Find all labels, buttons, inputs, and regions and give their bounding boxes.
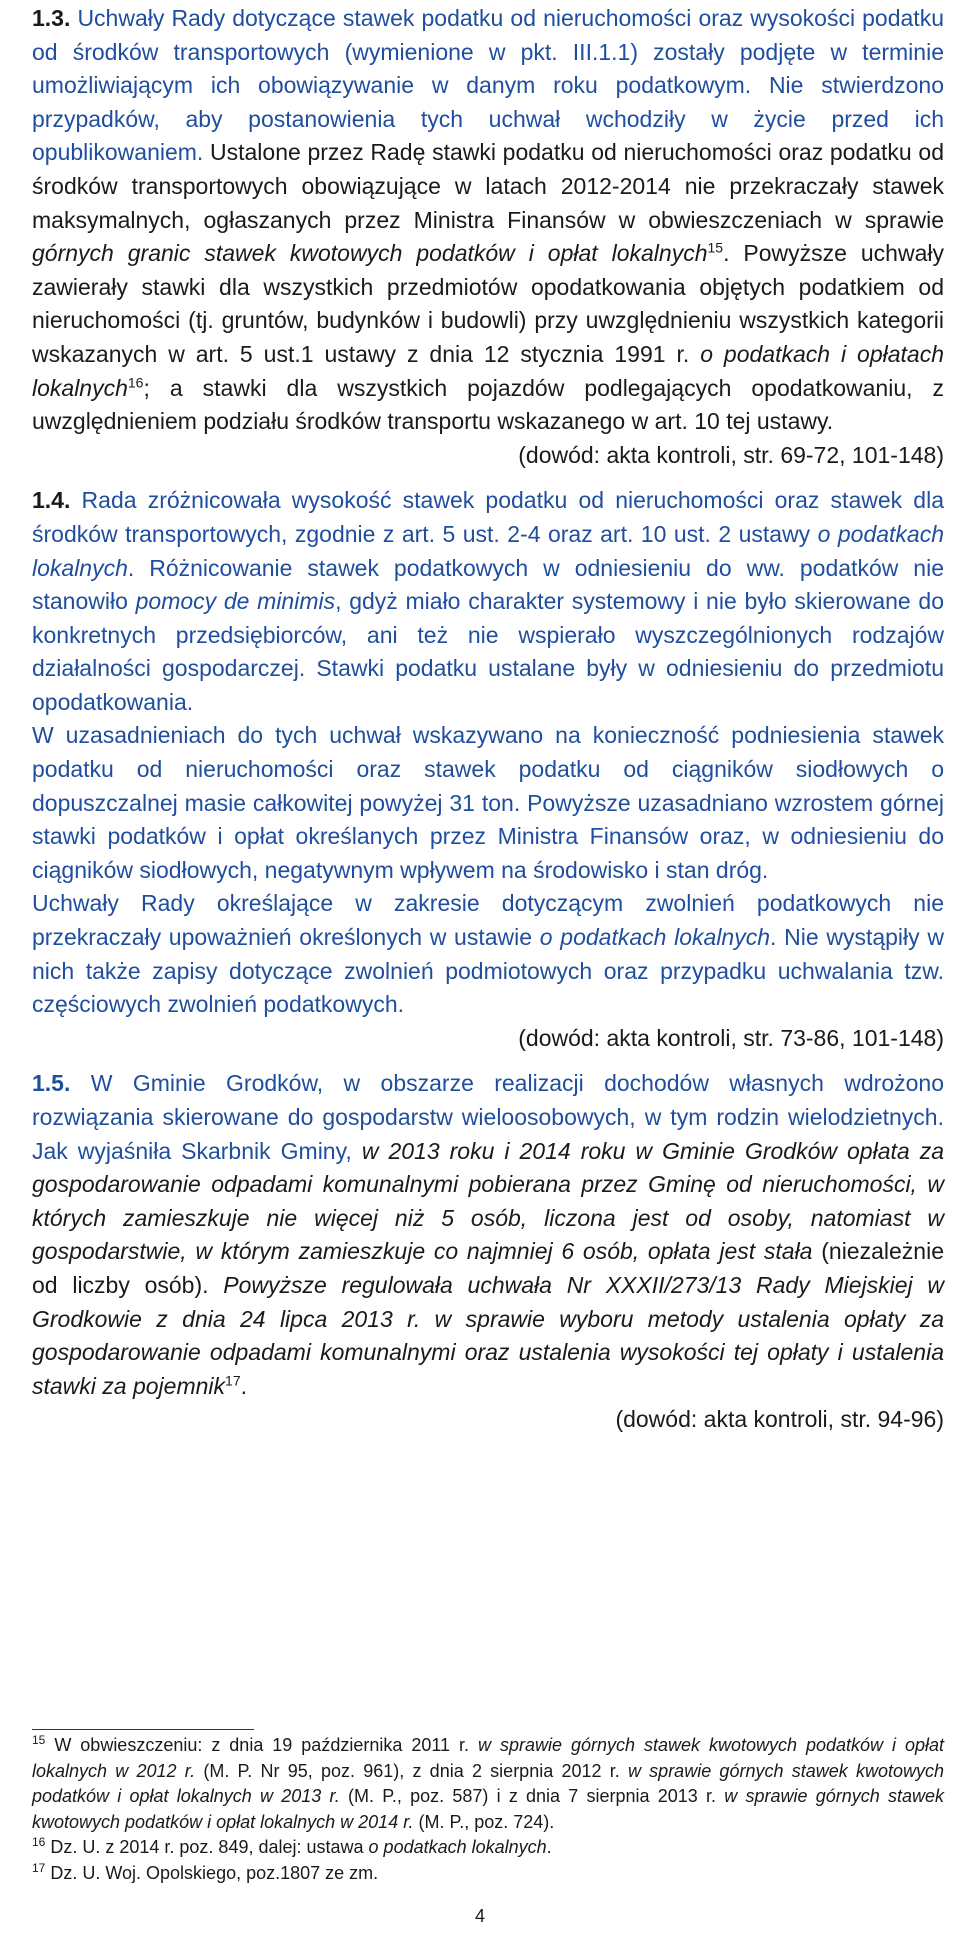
paragraph-1-4: 1.4. Rada zróżnicowała wysokość stawek podatku od nieruchomości oraz stawek dla środków transportowych, zgodnie z art. 5 ust. 2-4 oraz art. 10 ust. 2 ustawy o podatkach lokalnych. Różnicowanie stawek podatkowych w odniesieniu do ww. podatków nie stanowiło pomocy de minimis, gdyż miało charakter systemowy i nie było skierowane do konkretnych przedsiębiorców, ani też nie wspierało wyszczególnionych rodzajów działalności gospodarczej. Stawki podatku ustalane były w odniesieniu do przedmiotu opodatkowania.	[32, 487, 945, 715]
footnote-15: $^{15}$ W obwieszczeniu: z dnia 19 października 2011 r. w sprawie górnych stawek kwotowych podatków i opłat lokalnych w 2012 r. (M. P. Nr 95, poz. 961), z dnia 2 sierpnia 2012 r. w sprawie górnych stawek kwotowych podatków i opłat lokalnych w 2013 r. (M. P., poz. 587) i z dnia 7 sierpnia 2013 r. w sprawie górnych stawek kwotowych podatków i opłat lokalnych w 2014 r. (M. P., poz. 724).	[32, 1733, 944, 1832]
footnote-17: $^{17}$ Dz. U. Woj. Opolskiego, poz.1807 ze zm.	[32, 1860, 379, 1883]
footnotes	[32, 1733, 944, 1887]
paragraph-1-4-justification: W uzasadnieniach do tych uchwał wskazywano na konieczność podniesienia stawek podatku od nieruchomości oraz stawek podatku od ciągników siodłowych o dopuszczalnej masie całkowitej powyżej 31 ton. Powyższe uzasadniano wzrostem górnej stawki podatków i opłat określanych przez Ministra Finansów oraz, w odniesieniu do ciągników siodłowych, negatywnym wpływem na środowisko i stan dróg.	[32, 722, 944, 883]
paragraph-1-4-exemptions: Uchwały Rady określające w zakresie dotyczącym zwolnień podatkowych nie przekraczały upoważnień określonych w ustawie o podatkach lokalnych. Nie wystąpiły w nich także zapisy dotyczące zwolnień podmiotowych oraz przypadku uchwalania tzw. częściowych zwolnień podatkowych.	[32, 890, 944, 1018]
section-number: 1.5.	[32, 1070, 71, 1097]
section-number: 1.3.	[32, 5, 71, 31]
section-number: 1.4.	[32, 487, 71, 514]
evidence-note: (dowód: akta kontroli, str. 69-72, 101-148)	[518, 441, 944, 468]
main-text	[32, 0, 944, 1437]
footnote-separator	[32, 1729, 254, 1730]
footnote-ref-16: 16	[127, 373, 144, 390]
footnote-ref-17: 17	[225, 1372, 241, 1389]
page-number: 4	[474, 1906, 485, 1926]
footnote-ref-15: 15	[707, 239, 724, 256]
paragraph-1-3: 1.3. Uchwały Rady dotyczące stawek podatku od nieruchomości oraz wysokości podatku od środków transportowych (wymienione w pkt. III.1.1) zostały podjęte w terminie umożliwiającym ich obowiązywanie w danym roku podatkowym. Nie stwierdzono przypadków, aby postanowienia tych uchwał wchodziły w życie przed ich opublikowaniem. Ustalone przez Radę stawki podatku od nieruchomości oraz podatku od środków transportowych obowiązujące w latach 2012-2014 nie przekraczały stawek maksymalnych, ogłaszanych przez Ministra Finansów w obwieszczeniach w sprawie górnych granic stawek kwotowych podatków i opłat lokalnych$^{15}$. Powyższe uchwały zawierały stawki dla wszystkich przedmiotów opodatkowania objętych podatkiem od nieruchomości (tj. gruntów, budynków i budowli) przy uwzględnieniu wszystkich kategorii wskazanych w art. 5 ust.1 ustawy z dnia 12 stycznia 1991 r. o podatkach i opłatach lokalnych$^{16}$; a stawki dla wszystkich pojazdów podlegających opodatkowaniu, z uwzględnieniem podziału środków transportu wskazanego w art. 10 tej ustawy.	[32, 5, 944, 435]
paragraph-1-5: 1.5. W Gminie Grodków, w obszarze realizacji dochodów własnych wdrożono rozwiązania skierowane do gospodarstw wieloosobowych, w tym rodzin wielodzietnych. Jak wyjaśniła Skarbnik Gminy, w 2013 roku i 2014 roku w Gminie Grodków opłata za gospodarowanie odpadami komunalnymi pobierana przez Gminę od nieruchomości, w których zamieszkuje nie więcej niż 5 osób, liczona jest od osoby, natomiast w gospodarstwie, w którym zamieszkuje co najmniej 6 osób, opłata jest stała (niezależnie od liczby osób). Powyższe regulowała uchwała Nr XXXII/273/13 Rady Miejskiej w Grodkowie z dnia 24 lipca 2013 r. w sprawie wyboru metody ustalenia opłaty za gospodarowanie odpadami komunalnymi oraz ustalenia wysokości tej opłaty i ustalenia stawki za pojemnik$^{17}$.	[32, 1070, 944, 1399]
document-page	[32, 0, 944, 1437]
evidence-note: (dowód: akta kontroli, str. 73-86, 101-148)	[518, 1024, 944, 1051]
evidence-note: (dowód: akta kontroli, str. 94-96)	[615, 1406, 944, 1433]
footnote-16: $^{16}$ Dz. U. z 2014 r. poz. 849, dalej: ustawa o podatkach lokalnych.	[32, 1835, 552, 1858]
